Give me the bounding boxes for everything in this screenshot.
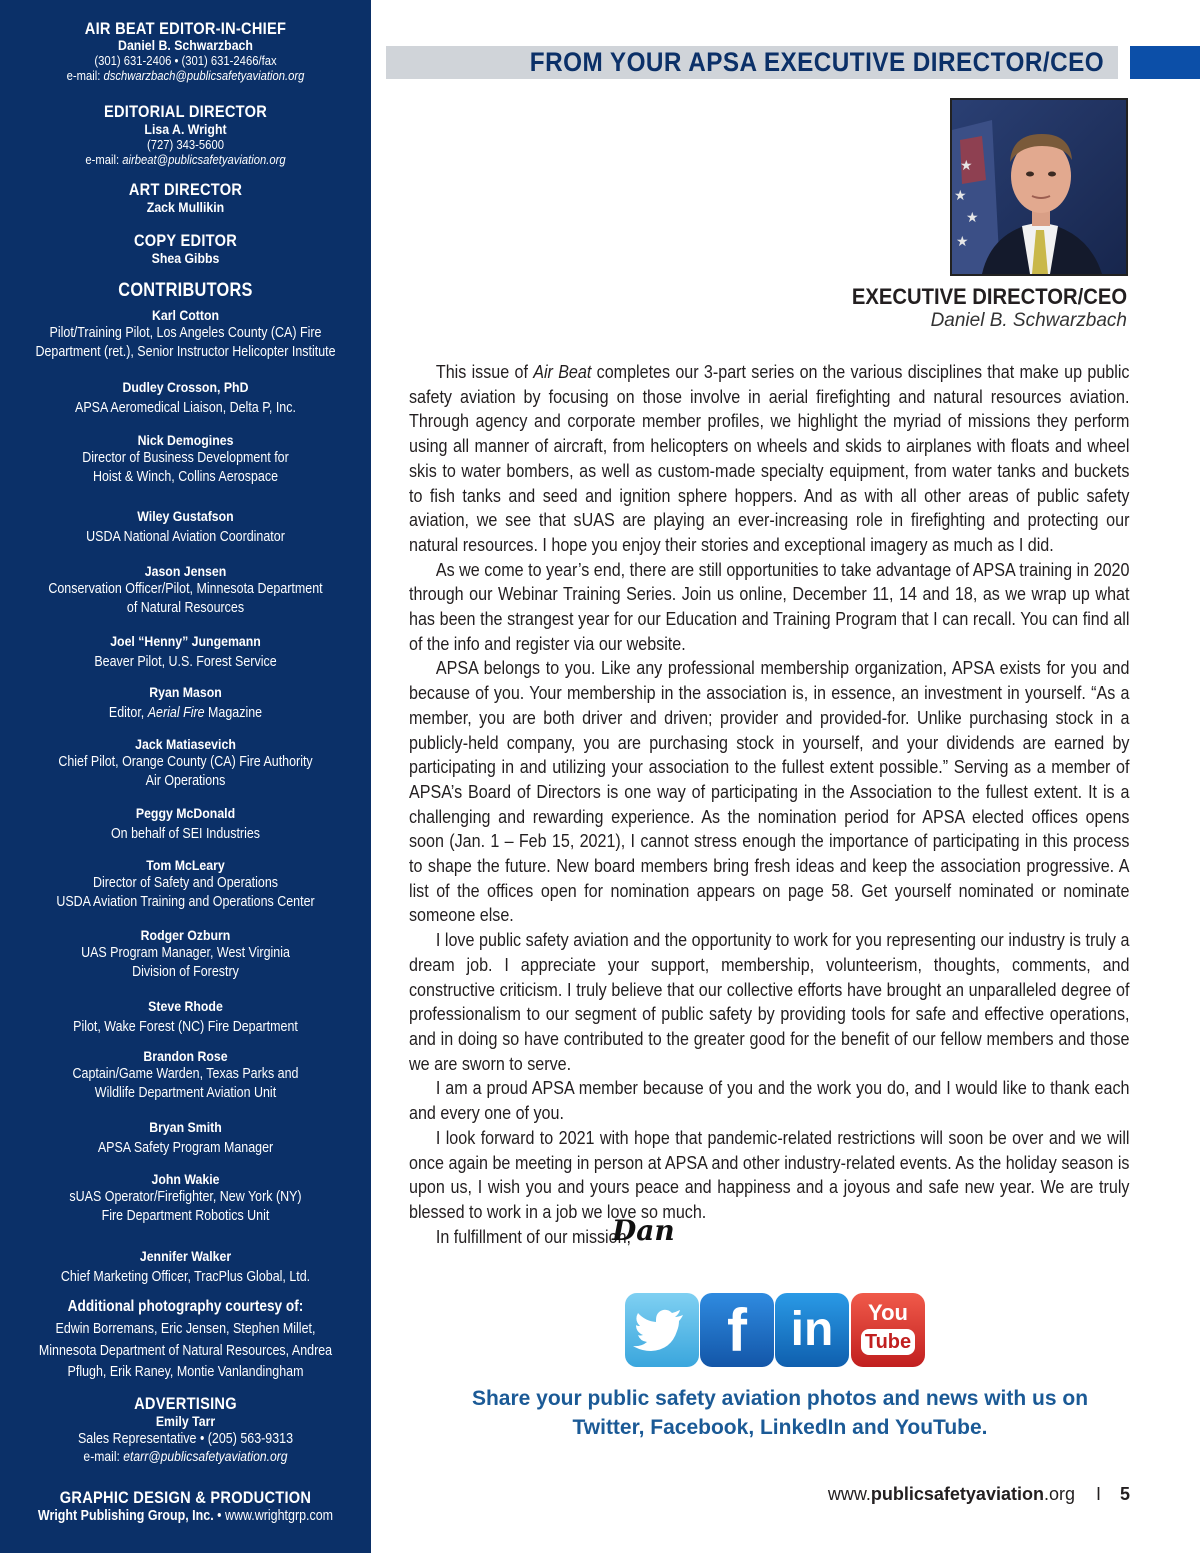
eic-email[interactable]: dschwarzbach@publicsafetyaviation.org (103, 69, 305, 83)
contributor-entry (0, 736, 371, 791)
contributors-heading: CONTRIBUTORS (118, 280, 253, 301)
contributor-role: APSA Safety Program Manager (97, 1140, 274, 1156)
youtube-you: You (868, 1300, 908, 1325)
contributor-role: of Natural Resources (126, 600, 245, 616)
photo-credit-heading: Additional photography courtesy of: (67, 1298, 304, 1315)
advertising-heading: ADVERTISING (134, 1394, 237, 1413)
share-callout (430, 1384, 1130, 1442)
share-line: Share your public safety aviation photos and news with us on (471, 1387, 1089, 1410)
editorial-phone: (727) 343-5600 (147, 138, 224, 152)
youtube-tube: Tube (861, 1329, 915, 1355)
contributor-name: Brandon Rose (143, 1048, 228, 1064)
contributor-name: Jack Matiasevich (135, 736, 236, 752)
contributor-role: USDA Aviation Training and Operations Center (56, 894, 315, 910)
contributor-entry (0, 805, 371, 844)
contributor-name: Ryan Mason (149, 684, 222, 700)
letter-closing: In fulfillment of our mission, (435, 1226, 632, 1247)
facebook-icon[interactable] (700, 1293, 774, 1367)
graphic-heading: GRAPHIC DESIGN & PRODUCTION (59, 1488, 312, 1507)
letter-paragraph: I am a proud APSA member because of you and the work you do, and I would like to thank each and every one of you. (409, 1078, 1130, 1124)
twitter-icon[interactable] (625, 1293, 699, 1367)
letter-paragraph: I love public safety aviation and the opportunity to work for you representing our industry is truly a dream job. I appreciate your support, membership, volunteerism, thoughts, comments, and constructive criticism. I truly believe that our collective efforts have brought an unparalleled degree of professionalism to our segment of public safety by providing tools for safe and effective operations, and in doing so have contributed to the greater good for the benefit of our fellow members and those we are sworn to serve. (409, 930, 1130, 1074)
contributors-heading-block (0, 281, 371, 300)
advertising-block (0, 1394, 371, 1466)
url-part: www. (827, 1484, 871, 1504)
contributor-name: Steve Rhode (148, 998, 223, 1014)
photo-credit-line: Minnesota Department of Natural Resources, Andrea (38, 1342, 333, 1359)
contributor-role: Pilot, Wake Forest (NC) Fire Department (73, 1019, 298, 1035)
contributor-entry (0, 1248, 371, 1287)
url-part: publicsafetyaviation (870, 1484, 1044, 1504)
graphic-credit (26, 1507, 345, 1526)
contributor-entry (0, 508, 371, 547)
contributor-role: UAS Program Manager, West Virginia (81, 945, 290, 961)
contributor-entry (0, 857, 371, 912)
masthead-sidebar (0, 0, 371, 1553)
svg-text:★: ★ (966, 210, 979, 226)
contributor-entry (0, 563, 371, 618)
photo-credit-line: Pflugh, Erik Raney, Montie Vanlandingham (67, 1364, 304, 1380)
editorial-heading: EDITORIAL DIRECTOR (103, 102, 268, 121)
contributor-entry (0, 998, 371, 1037)
portrait-illustration (952, 100, 1126, 274)
page-title: FROM YOUR APSA EXECUTIVE DIRECTOR/CEO (529, 47, 1104, 77)
contributor-entry (0, 307, 371, 362)
linkedin-icon[interactable] (775, 1293, 849, 1367)
email-label: e-mail: (66, 69, 104, 83)
page-number: 5 (1120, 1484, 1131, 1504)
letter-body (409, 360, 1129, 1249)
photo-credit-block (0, 1298, 371, 1384)
linkedin-glyph: in (790, 1303, 834, 1356)
footer-url[interactable] (828, 1484, 1075, 1505)
contributor-entry (0, 1171, 371, 1226)
facebook-glyph: f (727, 1297, 747, 1364)
executive-title: EXECUTIVE DIRECTOR/CEO (851, 284, 1127, 309)
email-label: e-mail: (83, 1449, 124, 1464)
email-label: e-mail: (85, 153, 123, 167)
contributor-name: Rodger Ozburn (140, 927, 231, 943)
letter-paragraph: As we come to year’s end, there are still opportunities to take advantage of APSA training in 2020 through our Webinar Training Series. Join us online, December 11, 14 and 18, as we wrap up what has been the strangest year for our Education and Training Program that I can recall. You can find all of the info and register via our website. (409, 559, 1130, 654)
letter-paragraph: I look forward to 2021 with hope that pandemic-related restrictions will soon be over and we will once again be meeting in person at APSA and other industry-related events. As the holiday season is upon us, I wish you and yours peace and happiness and a joyous and safe new year. We are truly blessed to work in a job we love so much. (409, 1127, 1130, 1222)
paragraph-text: This issue of (435, 362, 534, 382)
contributor-name: Joel “Henny” Jungemann (110, 633, 261, 649)
editorial-block (0, 102, 371, 168)
advertising-phone: Sales Representative • (205) 563-9313 (77, 1431, 294, 1447)
contributor-role: Editor, Aerial Fire Magazine (108, 705, 263, 721)
contributor-role: Director of Safety and Operations (92, 875, 279, 891)
advertising-email-line (19, 1448, 353, 1466)
contributor-role: Pilot/Training Pilot, Los Angeles County (CA) Fire (49, 325, 322, 341)
contributor-entry (0, 927, 371, 982)
svg-text:★: ★ (956, 234, 969, 250)
contributor-role: Beaver Pilot, U.S. Forest Service (94, 654, 277, 670)
contributor-role: Captain/Game Warden, Texas Parks and (72, 1066, 299, 1082)
signature: Dan (612, 1214, 675, 1247)
contributor-name: Karl Cotton (151, 307, 220, 323)
share-line: Twitter, Facebook, LinkedIn and YouTube. (572, 1416, 988, 1439)
executive-portrait (950, 98, 1128, 276)
eic-email-line (19, 69, 353, 84)
eic-block (0, 19, 371, 84)
executive-name: Daniel B. Schwarzbach (930, 310, 1127, 331)
contributor-name: Bryan Smith (149, 1119, 222, 1135)
twitter-bird-icon (625, 1293, 699, 1367)
contributor-name: Jennifer Walker (139, 1248, 232, 1264)
contributor-role: Fire Department Robotics Unit (101, 1208, 270, 1224)
art-heading: ART DIRECTOR (128, 180, 243, 199)
url-part: .org (1043, 1484, 1075, 1504)
letter-paragraph (409, 360, 1129, 558)
header-accent-block (1130, 46, 1200, 79)
contributor-name: Nick Demogines (137, 432, 234, 448)
photo-credit-line: Edwin Borremans, Eric Jensen, Stephen Millet, (55, 1321, 316, 1337)
contributor-name: Dudley Crosson, PhD (122, 379, 249, 395)
contributor-role: USDA National Aviation Coordinator (86, 529, 285, 545)
eic-phone: (301) 631-2406 • (301) 631-2466/fax (94, 54, 277, 68)
contributor-entry (0, 633, 371, 672)
eic-name: Daniel B. Schwarzbach (118, 37, 253, 53)
footer-separator: I (1096, 1484, 1102, 1504)
eic-heading: AIR BEAT EDITOR-IN-CHIEF (84, 19, 287, 38)
copy-block (0, 231, 371, 267)
graphic-block (0, 1488, 371, 1526)
contributor-name: John Wakie (151, 1171, 220, 1187)
graphic-company: Wright Publishing Group, Inc. (37, 1508, 214, 1524)
youtube-icon[interactable] (851, 1293, 925, 1367)
contributor-role: Chief Marketing Officer, TracPlus Global, Ltd. (60, 1269, 311, 1285)
svg-text:★: ★ (960, 158, 973, 174)
advertising-name: Emily Tarr (155, 1413, 216, 1429)
copy-name: Shea Gibbs (151, 250, 220, 266)
copy-heading: COPY EDITOR (133, 231, 238, 250)
contributor-role: Division of Forestry (132, 964, 239, 980)
contributor-role: APSA Aeromedical Liaison, Delta P, Inc. (75, 400, 296, 416)
contributor-role: Wildlife Department Aviation Unit (94, 1085, 277, 1101)
art-name: Zack Mullikin (146, 199, 225, 215)
contributor-role: Hoist & Winch, Collins Aerospace (92, 469, 279, 485)
contributor-role: Air Operations (145, 773, 226, 789)
contributor-role: Chief Pilot, Orange County (CA) Fire Authority (58, 754, 313, 770)
contributor-entry (0, 1048, 371, 1103)
contributor-name: Tom McLeary (146, 857, 225, 873)
contributor-role: sUAS Operator/Firefighter, New York (NY) (69, 1189, 302, 1205)
magazine-name: Air Beat (533, 362, 592, 382)
advertising-email[interactable]: etarr@publicsafetyaviation.org (123, 1449, 288, 1464)
editorial-name: Lisa A. Wright (144, 121, 227, 137)
contributor-entry (0, 684, 371, 723)
editorial-email[interactable]: airbeat@publicsafetyaviation.org (122, 153, 286, 167)
contributor-entry (0, 432, 371, 487)
graphic-web[interactable]: • www.wrightgrp.com (213, 1508, 334, 1524)
contributor-name: Wiley Gustafson (137, 508, 234, 524)
editorial-email-line (19, 153, 353, 168)
contributor-name: Jason Jensen (144, 563, 227, 579)
svg-text:★: ★ (954, 188, 967, 204)
contributor-role: On behalf of SEI Industries (110, 826, 261, 842)
art-block (0, 180, 371, 216)
contributor-entry (0, 379, 371, 418)
contributor-role: Conservation Officer/Pilot, Minnesota Department (48, 581, 323, 597)
paragraph-text: completes our 3-part series on the various disciplines that make up public safety aviation by focusing on those involve in aerial firefighting and natural resources aviation. Through agency and corporate member profiles, we highlight the myriad of missions they perform using all manner of aircraft, from helicopters on wheels and skids to airplanes with floats and wheel skis to water bombers, as well as custom-made specialty equipment, from water tanks and buckets to fish tanks and seed and ignition sphere hoppers. And as with all other areas of public safety aviation, we see that sUAS are playing an ever-increasing role in firefighting and protecting our natural resources. I hope you enjoy their stories and exceptional imagery as much as I did. (409, 362, 1130, 555)
contributor-role: Department (ret.), Senior Instructor Helicopter Institute (35, 344, 336, 360)
contributor-name: Peggy McDonald (135, 805, 236, 821)
contributor-entry (0, 1119, 371, 1158)
letter-paragraph: APSA belongs to you. Like any professional membership organization, APSA exists for you and because of you. Your membership in the association is, in essence, an investment in yourself. “As a member, you are both driver and driven; provider and provided-for. Unlike purchasing stock in a publicly-held company, you are purchasing stock in yourself, and your dividends are earned by participating in and utilizing your association to the fullest extent possible.” Serving as a member of APSA’s Board of Directors is one way of participating in the Association to the fullest extent. It is a challenging and rewarding experience. As the nomination period for APSA elected offices opens soon (Jan. 1 – Feb 15, 2021), I cannot stress enough the importance of participating in this process to shape the future. New board members bring fresh ideas and keep the association progressive. A list of the offices open for nomination appears on page 58. Get yourself nominated or nominate someone else. (409, 658, 1130, 926)
contributor-role: Director of Business Development for (82, 450, 289, 466)
